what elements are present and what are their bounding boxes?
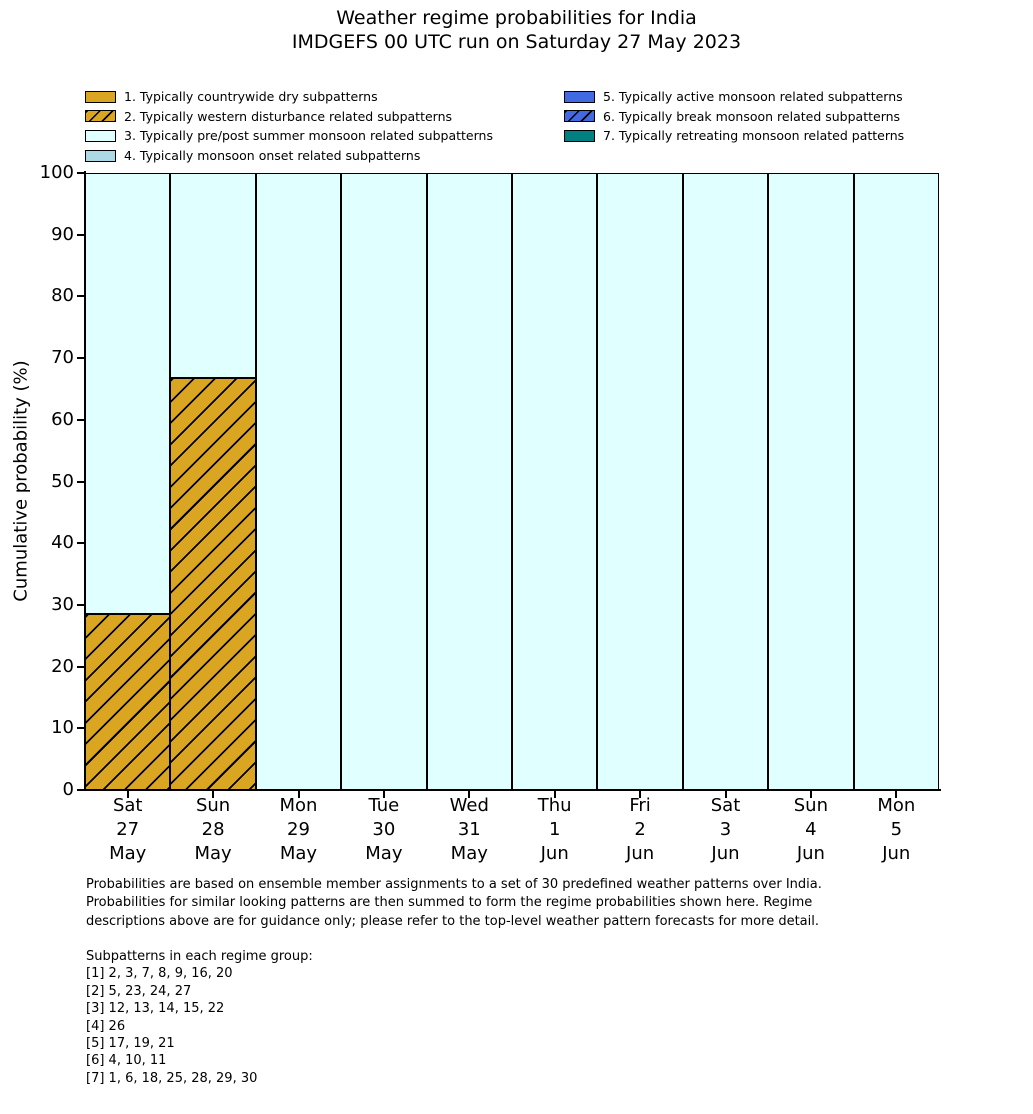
x-tick-label-fri-2-jun (597, 794, 682, 866)
x-tick-label-line: May (279, 843, 318, 864)
x-tick-label-line: 31 (457, 819, 481, 840)
footer-note (86, 876, 822, 931)
legend-swatch-icon (85, 91, 116, 103)
x-tick-label-line: 1 (548, 819, 561, 840)
subpattern-line: [1] 2, 3, 7, 8, 9, 16, 20 (86, 966, 233, 982)
x-tick-label-tue-30-may (341, 794, 426, 866)
y-tick-label-30: 30 (51, 593, 74, 615)
y-axis-label: Cumulative probability (%) (10, 360, 32, 602)
y-tick-mark (77, 357, 85, 359)
x-tick-label-line: 4 (805, 819, 817, 840)
legend-swatch-icon (564, 130, 595, 142)
bar-sat-27-may (85, 173, 170, 790)
bar-sun-28-may (170, 173, 255, 790)
legend-item-label: 4. Typically monsoon onset related subpatterns (124, 148, 421, 164)
chart-title-line1: Weather regime probabilities for India (336, 7, 697, 29)
footer-line: descriptions above are for guidance only; please refer to the top-level weather pattern forecasts for more detail. (86, 913, 819, 929)
x-tick-label-sun-28-may (170, 794, 255, 866)
bar-segment-regime-3 (854, 173, 939, 790)
subpatterns-list (86, 948, 313, 1087)
subpattern-line: [5] 17, 19, 21 (86, 1036, 175, 1052)
x-tick-label-mon-5-jun (854, 794, 939, 866)
bar-mon-5-jun (854, 173, 939, 790)
bar-segment-regime-3 (341, 173, 426, 790)
legend-swatch-icon (564, 110, 595, 122)
bar-tue-30-may (341, 173, 426, 790)
subpattern-line: [7] 1, 6, 18, 25, 28, 29, 30 (86, 1070, 258, 1086)
x-tick-label-line: 27 (116, 819, 140, 840)
bar-segment-regime-3 (256, 173, 341, 790)
x-tick-label-line: Sat (710, 795, 741, 816)
x-tick-label-line: Mon (877, 795, 916, 816)
x-tick-label-line: Jun (626, 843, 655, 864)
x-tick-label-line: May (365, 843, 403, 864)
x-tick-label-wed-31-may (427, 794, 512, 866)
x-tick-label-line: Tue (368, 795, 400, 816)
bar-segment-regime-2 (170, 378, 255, 790)
x-tick-label-line: 5 (890, 819, 903, 840)
y-tick-mark (77, 666, 85, 668)
legend-item-7 (564, 126, 904, 146)
x-tick-label-line: Sun (195, 795, 231, 816)
legend-swatch-icon (85, 110, 116, 122)
y-tick-mark (77, 172, 85, 174)
legend-swatch-icon (85, 150, 116, 162)
x-tick-label-mon-29-may (256, 794, 341, 866)
chart-title-line2: IMDGEFS 00 UTC run on Saturday 27 May 2023 (291, 31, 742, 53)
legend-item-6 (564, 107, 904, 127)
subpattern-line: [4] 26 (86, 1018, 126, 1034)
bar-segment-regime-3 (85, 173, 170, 614)
bar-wed-31-may (427, 173, 512, 790)
x-tick-label-line: Fri (629, 795, 651, 816)
x-tick-label-line: Thu (537, 795, 572, 816)
x-tick-label-line: Sun (793, 795, 828, 816)
footer-line: Probabilities for similar looking patterns are then summed to form the regime probabilities shown here. Regime (86, 895, 813, 911)
bar-segment-regime-3 (597, 173, 682, 790)
bar-segment-regime-3 (170, 173, 255, 378)
y-tick-mark (77, 234, 85, 236)
chart-title (0, 6, 1033, 54)
bar-sat-3-jun (683, 173, 768, 790)
plot-area (85, 173, 939, 790)
legend-swatch-icon (85, 130, 116, 142)
y-tick-mark (77, 481, 85, 483)
y-tick-label-80: 80 (51, 285, 74, 307)
legend-item-label: 6. Typically break monsoon related subpatterns (603, 108, 901, 124)
x-tick-label-line: Mon (279, 795, 318, 816)
x-tick-label-sun-4-jun (768, 794, 853, 866)
x-tick-label-line: Jun (711, 843, 740, 864)
legend-swatch-icon (564, 91, 595, 103)
y-tick-label-40: 40 (51, 532, 74, 554)
bar-mon-29-may (256, 173, 341, 790)
x-tick-label-line: Wed (449, 795, 489, 816)
bar-segment-regime-3 (512, 173, 597, 790)
x-tick-label-line: 2 (634, 819, 646, 840)
legend-item-2 (85, 107, 493, 127)
x-tick-label-line: 29 (287, 819, 310, 840)
y-tick-mark (77, 789, 85, 791)
x-tick-label-line: Jun (540, 843, 569, 864)
y-tick-label-90: 90 (51, 223, 74, 245)
y-tick-label-50: 50 (51, 470, 74, 492)
bar-segment-regime-3 (683, 173, 768, 790)
x-tick-label-line: 30 (372, 819, 396, 840)
x-tick-label-line: 3 (719, 819, 732, 840)
legend-item-label: 3. Typically pre/post summer monsoon related subpatterns (124, 128, 493, 144)
y-tick-label-0: 0 (62, 779, 74, 800)
x-tick-label-line: 28 (201, 819, 225, 840)
subpattern-line: [3] 12, 13, 14, 15, 22 (86, 1001, 225, 1017)
legend-column-right (564, 87, 904, 146)
legend-item-label: 5. Typically active monsoon related subpatterns (603, 89, 903, 105)
legend-column-left (85, 87, 493, 165)
bar-sun-4-jun (768, 173, 853, 790)
bar-thu-1-jun (512, 173, 597, 790)
y-tick-label-10: 10 (51, 717, 74, 739)
bar-segment-regime-3 (427, 173, 512, 790)
y-tick-label-70: 70 (51, 347, 74, 369)
x-tick-label-line: Jun (882, 843, 911, 864)
x-tick-label-line: May (109, 843, 147, 864)
y-tick-mark (77, 419, 85, 421)
bar-fri-2-jun (597, 173, 682, 790)
bar-segment-regime-3 (768, 173, 853, 790)
footer-line: Probabilities are based on ensemble member assignments to a set of 30 predefined weather patterns over India. (86, 877, 822, 892)
x-tick-label-line: May (194, 843, 232, 864)
legend-item-4 (85, 146, 493, 166)
bar-segment-regime-2 (85, 614, 170, 790)
subpattern-line: [6] 4, 10, 11 (86, 1053, 167, 1069)
x-tick-label-line: May (450, 843, 488, 864)
subpatterns-heading: Subpatterns in each regime group: (86, 949, 313, 964)
y-tick-label-20: 20 (51, 655, 74, 677)
y-tick-mark (77, 542, 85, 544)
x-tick-label-line: Sat (112, 795, 143, 816)
legend-item-label: 2. Typically western disturbance related subpatterns (124, 108, 453, 124)
legend-item-3 (85, 126, 493, 146)
y-tick-mark (77, 727, 85, 729)
legend-item-label: 7. Typically retreating monsoon related patterns (603, 128, 905, 144)
legend-item-label: 1. Typically countrywide dry subpatterns (124, 89, 378, 105)
y-tick-mark (77, 604, 85, 606)
subpattern-line: [2] 5, 23, 24, 27 (86, 983, 192, 999)
y-tick-mark (77, 295, 85, 297)
y-tick-label-100: 100 (39, 162, 74, 183)
legend-item-5 (564, 87, 904, 107)
legend-item-1 (85, 87, 493, 107)
y-tick-label-60: 60 (51, 408, 74, 430)
x-tick-label-thu-1-jun (512, 794, 597, 866)
x-tick-label-sat-27-may (85, 794, 170, 866)
x-tick-label-sat-3-jun (683, 794, 768, 866)
x-tick-label-line: Jun (796, 843, 825, 864)
